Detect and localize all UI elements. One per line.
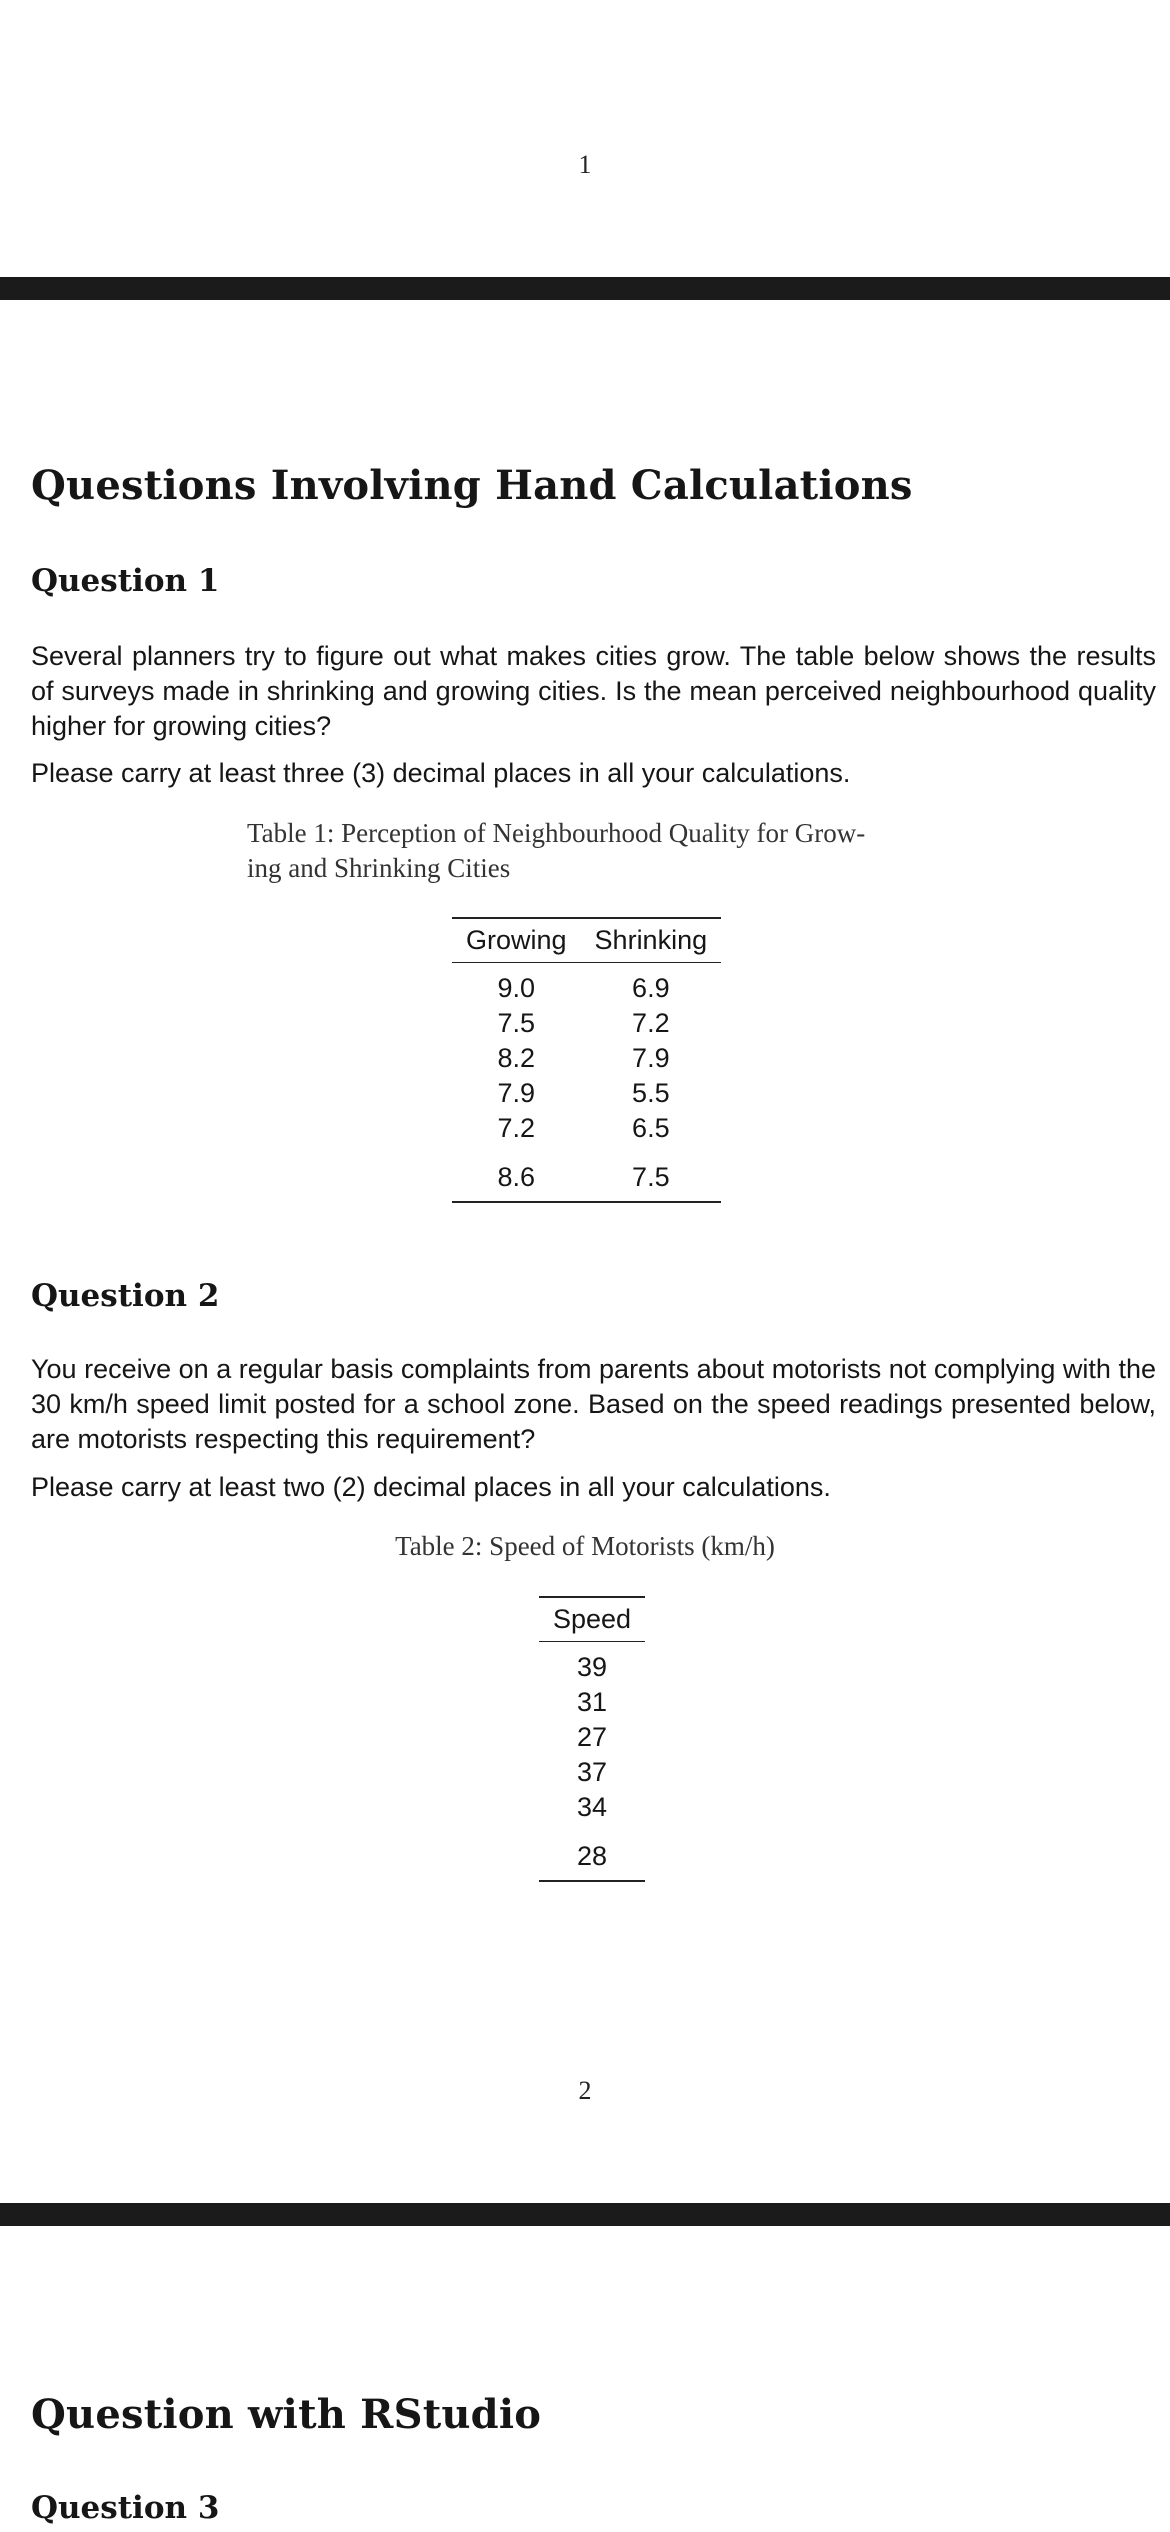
question-1-heading: Question 1 — [31, 563, 220, 599]
table-cell: 7.9 — [497, 1078, 536, 1108]
page-number: 1 — [578, 150, 592, 179]
table-cell: 7.5 — [497, 1008, 536, 1038]
table-cell: 7.9 — [632, 1043, 670, 1073]
table-row — [539, 1755, 645, 1790]
page-divider — [0, 277, 1170, 300]
table-cell: 7.2 — [497, 1113, 536, 1143]
table-2-header-speed: Speed — [539, 1597, 645, 1642]
table-row — [539, 1825, 645, 1881]
table-cell: 6.5 — [632, 1113, 670, 1143]
table-row — [452, 1076, 721, 1111]
page-divider — [0, 2203, 1170, 2226]
table-row — [452, 1006, 721, 1041]
table-row — [539, 1642, 645, 1686]
table-row — [539, 1685, 645, 1720]
table-1-header-growing: Growing — [452, 918, 581, 963]
table-cell: 31 — [577, 1687, 608, 1717]
question-1-precision-note: Please carry at least three (3) decimal places in all your calculations. — [31, 758, 851, 788]
table-cell: 8.6 — [452, 1146, 581, 1202]
question-2-precision-note: Please carry at least two (2) decimal places in all your calculations. — [31, 1472, 831, 1502]
table-cell: 27 — [577, 1722, 608, 1752]
question-1-paragraph: Several planners try to figure out what makes cities grow. The table below shows the results of surveys made in shrinking and growing cities. Is the mean perceived neighbourhood quality higher for growing cities? — [31, 641, 1156, 741]
table-1-header-shrinking: Shrinking — [581, 918, 722, 963]
table-row — [539, 1720, 645, 1755]
table-cell: 8.2 — [497, 1043, 536, 1073]
question-3-heading: Question 3 — [31, 2490, 220, 2526]
table-cell: 7.2 — [632, 1008, 670, 1038]
table-1-caption-line-1: Table 1: Perception of Neighbourhood Quality for Grow- — [247, 818, 866, 848]
question-2-heading: Question 2 — [31, 1278, 220, 1314]
table-cell: 39 — [577, 1652, 608, 1682]
table-row — [452, 1041, 721, 1076]
table-row — [539, 1790, 645, 1825]
table-2-caption: Table 2: Speed of Motorists (km/h) — [395, 1531, 775, 1561]
section-heading-hand-calculations: Questions Involving Hand Calculations — [31, 462, 913, 509]
table-cell: 9.0 — [497, 973, 536, 1003]
page-number: 2 — [578, 2076, 592, 2105]
table-cell: 6.9 — [632, 973, 670, 1003]
table-1-caption — [247, 816, 947, 886]
table-1-caption-line-2: ing and Shrinking Cities — [247, 853, 511, 883]
table-2 — [539, 1596, 645, 1882]
table-row — [452, 1111, 721, 1146]
table-row — [452, 1146, 721, 1202]
table-cell: 5.5 — [632, 1078, 670, 1108]
table-cell: 37 — [577, 1757, 608, 1787]
table-cell: 34 — [577, 1792, 608, 1822]
question-2-paragraph: You receive on a regular basis complaints from parents about motorists not complying with the 30 km/h speed limit posted for a school zone. Based on the speed readings presented below, are motorists respecting this requirement? — [31, 1354, 1156, 1454]
table-1 — [452, 917, 721, 1203]
section-heading-rstudio: Question with RStudio — [31, 2391, 542, 2438]
table-cell: 28 — [539, 1825, 645, 1881]
table-cell: 7.5 — [581, 1146, 722, 1202]
table-row — [452, 963, 721, 1007]
